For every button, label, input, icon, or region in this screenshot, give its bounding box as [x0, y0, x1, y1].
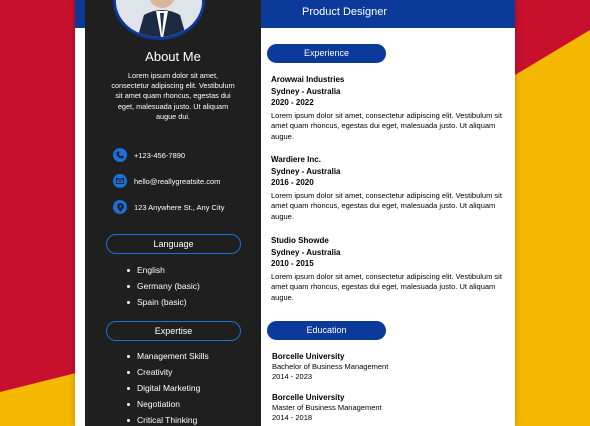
expertise-list	[127, 348, 209, 426]
company-location: Sydney - Australia	[271, 86, 341, 96]
job-title: Product Designer	[302, 6, 387, 18]
about-text: Lorem ipsum dolor sit amet, consectetur adipiscing elit. Vestibulum sit amet quam rhoncus, egestas dui eget, malesuada justo. Ut aliquam augue dui.	[111, 71, 235, 121]
expertise-item: Negotiation	[127, 396, 209, 412]
school-name: Borcelle University	[272, 393, 345, 402]
phone-icon	[113, 148, 127, 162]
expertise-item: Management Skills	[127, 348, 209, 364]
education-entry	[272, 392, 472, 423]
contact-address	[113, 200, 224, 214]
email-icon	[113, 174, 127, 188]
expertise-title: Expertise	[106, 321, 241, 341]
contact-email[interactable]	[113, 174, 220, 188]
employment-years: 2010 - 2015	[271, 259, 314, 268]
contact-text: hello@reallygreatsite.com	[134, 176, 221, 186]
about-title: About Me	[145, 49, 201, 64]
language-title: Language	[106, 234, 241, 254]
contact-text: +123-456-7890	[134, 150, 186, 160]
expertise-item: Critical Thinking	[127, 412, 209, 426]
experience-entry	[271, 235, 507, 303]
school-name: Borcelle University	[272, 352, 345, 361]
contact-phone	[113, 148, 185, 162]
language-list	[127, 262, 200, 310]
experience-title: Experience	[267, 44, 386, 63]
education-title: Education	[267, 321, 386, 340]
job-description: Lorem ipsum dolor sit amet, consectetur adipiscing elit. Vestibulum sit amet quam rhoncus, egestas dui eget, malesuada justo. Ut aliquam augue.	[271, 271, 502, 302]
experience-entry	[271, 74, 507, 142]
education-entry	[272, 351, 472, 382]
job-description: Lorem ipsum dolor sit amet, consectetur adipiscing elit. Vestibulum sit amet quam rhoncus, egestas dui eget, malesuada justo. Ut aliquam augue.	[271, 110, 502, 141]
language-item: English	[127, 262, 200, 278]
company-name: Studio Showde	[271, 236, 329, 245]
degree-name: Bachelor of Business Management	[272, 362, 389, 371]
employment-years: 2020 - 2022	[271, 98, 314, 107]
experience-entry	[271, 154, 507, 222]
job-description: Lorem ipsum dolor sit amet, consectetur adipiscing elit. Vestibulum sit amet quam rhoncus, egestas dui eget, malesuada justo. Ut aliquam augue.	[271, 190, 502, 221]
study-years: 2014 - 2023	[272, 372, 313, 381]
language-item: Spain (basic)	[127, 294, 200, 310]
language-item: Germany (basic)	[127, 278, 200, 294]
degree-name: Master of Business Management	[272, 403, 382, 412]
expertise-item: Creativity	[127, 364, 209, 380]
contact-text: 123 Anywhere St., Any City	[134, 202, 225, 212]
expertise-item: Digital Marketing	[127, 380, 209, 396]
study-years: 2014 - 2018	[272, 413, 313, 422]
company-location: Sydney - Australia	[271, 166, 341, 176]
company-location: Sydney - Australia	[271, 247, 341, 257]
employment-years: 2016 - 2020	[271, 178, 314, 187]
company-name: Wardiere Inc.	[271, 155, 321, 164]
company-name: Arowwai Industries	[271, 75, 345, 84]
location-icon	[113, 200, 127, 214]
